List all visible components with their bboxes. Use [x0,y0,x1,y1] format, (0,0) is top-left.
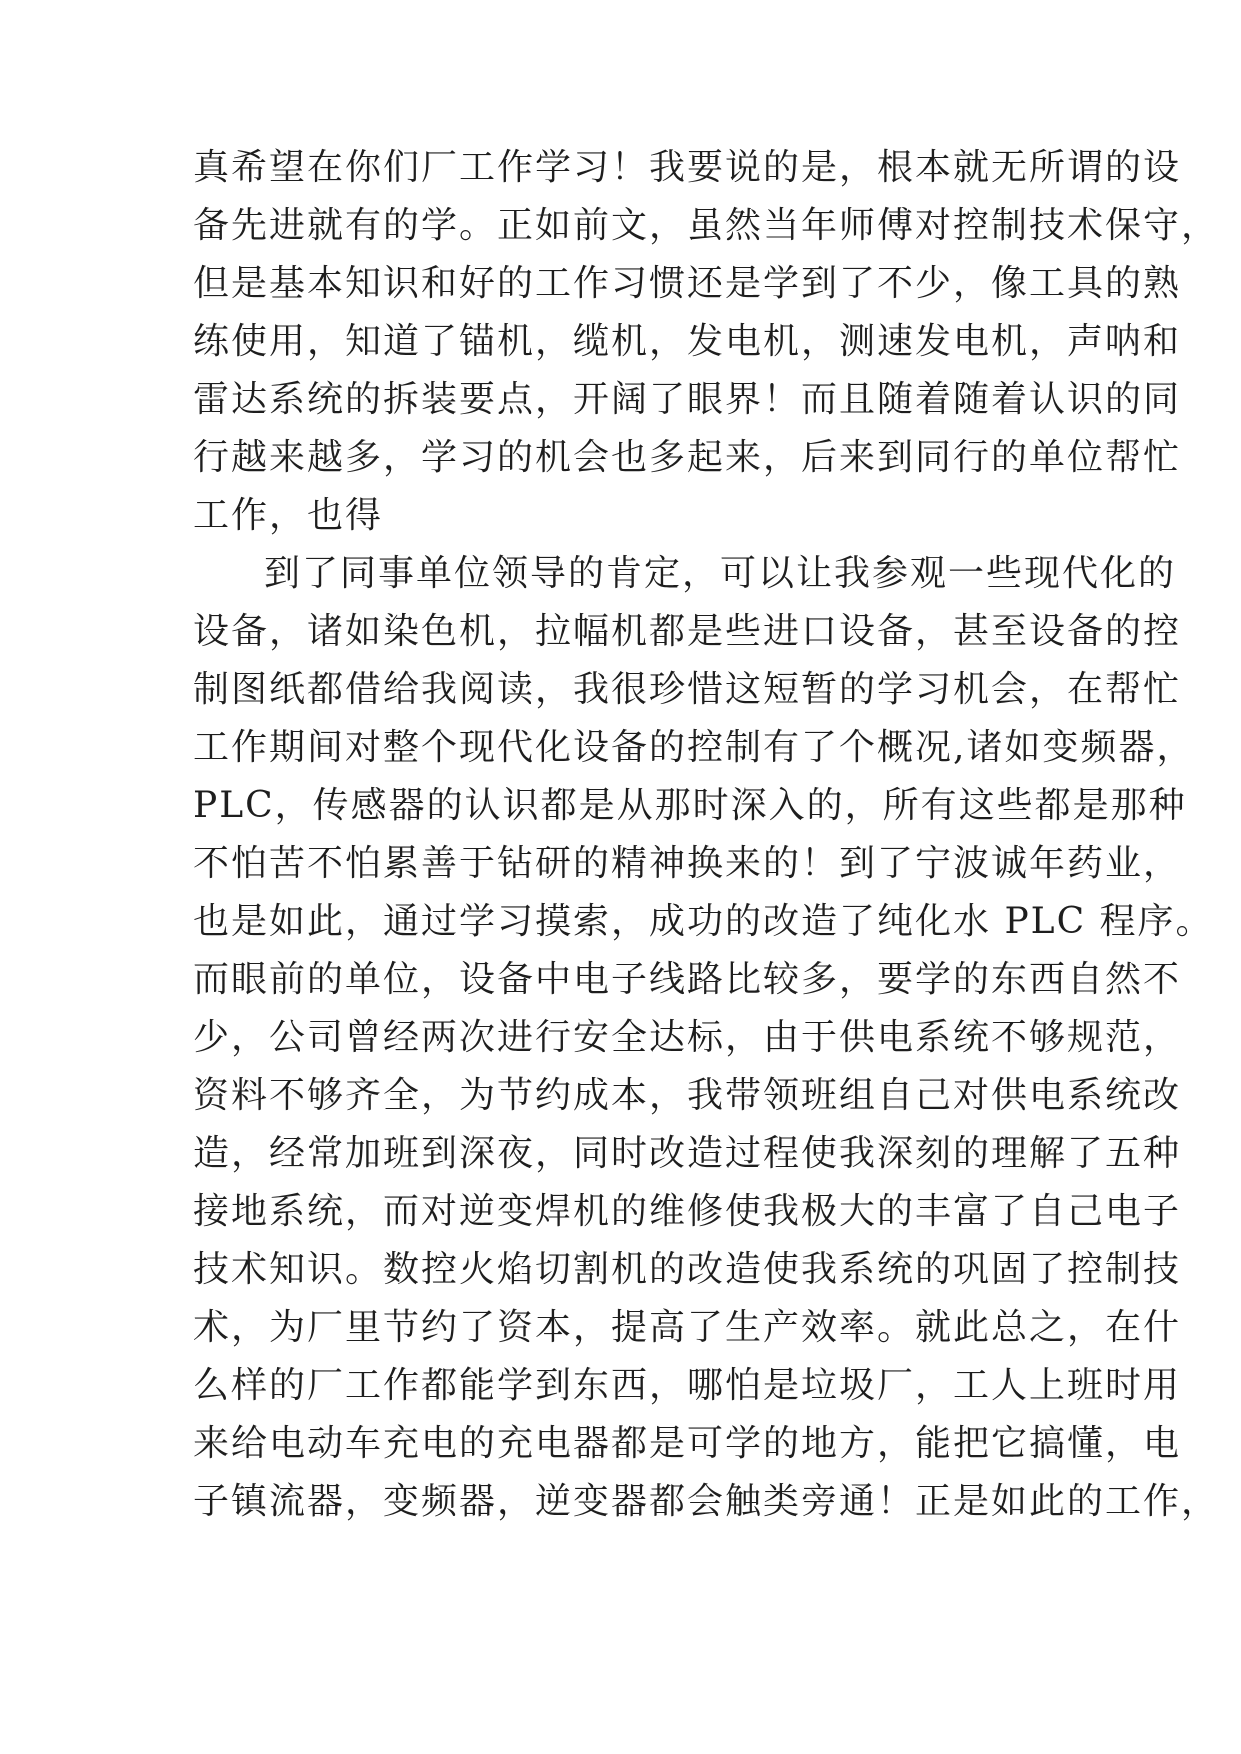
text-line: 也是如此，通过学习摸索，成功的改造了纯化水 PLC 程序。 [193,901,1214,942]
text-line: 工作，也得 [193,495,384,536]
text-line: 不怕苦不怕累善于钻研的精神换来的！到了宁波诚年药业， [193,843,1182,884]
text-line: 资料不够齐全，为节约成本，我带领班组自己对供电系统改 [193,1075,1182,1116]
text-line: 雷达系统的拆装要点，开阔了眼界！而且随着随着认识的同 [193,379,1182,420]
paragraph-first-line: 到了同事单位领导的肯定，可以让我参观一些现代化的 [264,553,1177,594]
text-line: 备先进就有的学。正如前文，虽然当年师傅对控制技术保守， [193,205,1220,246]
text-line: 设备，诸如染色机，拉幅机都是些进口设备，甚至设备的控 [193,611,1182,652]
text-line: 工作期间对整个现代化设备的控制有了个概况,诸如变频器， [193,727,1195,768]
text-line: 么样的厂工作都能学到东西，哪怕是垃圾厂，工人上班时用 [193,1365,1182,1406]
text-line: 制图纸都借给我阅读，我很珍惜这短暂的学习机会，在帮忙 [193,669,1182,710]
text-line: 少，公司曾经两次进行安全达标，由于供电系统不够规范， [193,1017,1182,1058]
text-line: 来给电动车充电的充电器都是可学的地方，能把它搞懂，电 [193,1423,1182,1464]
text-line: 行越来越多，学习的机会也多起来，后来到同行的单位帮忙 [193,437,1182,478]
text-line: 子镇流器，变频器，逆变器都会触类旁通！正是如此的工作， [193,1481,1220,1522]
text-line: 练使用，知道了锚机，缆机，发电机，测速发电机，声呐和 [193,321,1182,362]
text-line: 接地系统，而对逆变焊机的维修使我极大的丰富了自己电子 [193,1191,1182,1232]
text-line: 但是基本知识和好的工作习惯还是学到了不少，像工具的熟 [193,263,1182,304]
text-line: 技术知识。数控火焰切割机的改造使我系统的巩固了控制技 [193,1249,1182,1290]
text-line: 真希望在你们厂工作学习！我要说的是，根本就无所谓的设 [193,147,1182,188]
text-line: 而眼前的单位，设备中电子线路比较多，要学的东西自然不 [193,959,1182,1000]
text-line: 术，为厂里节约了资本，提高了生产效率。就此总之，在什 [193,1307,1182,1348]
text-line: 造，经常加班到深夜，同时改造过程使我深刻的理解了五种 [193,1133,1182,1174]
text-line: PLC，传感器的认识都是从那时深入的，所有这些都是那种 [193,785,1187,826]
